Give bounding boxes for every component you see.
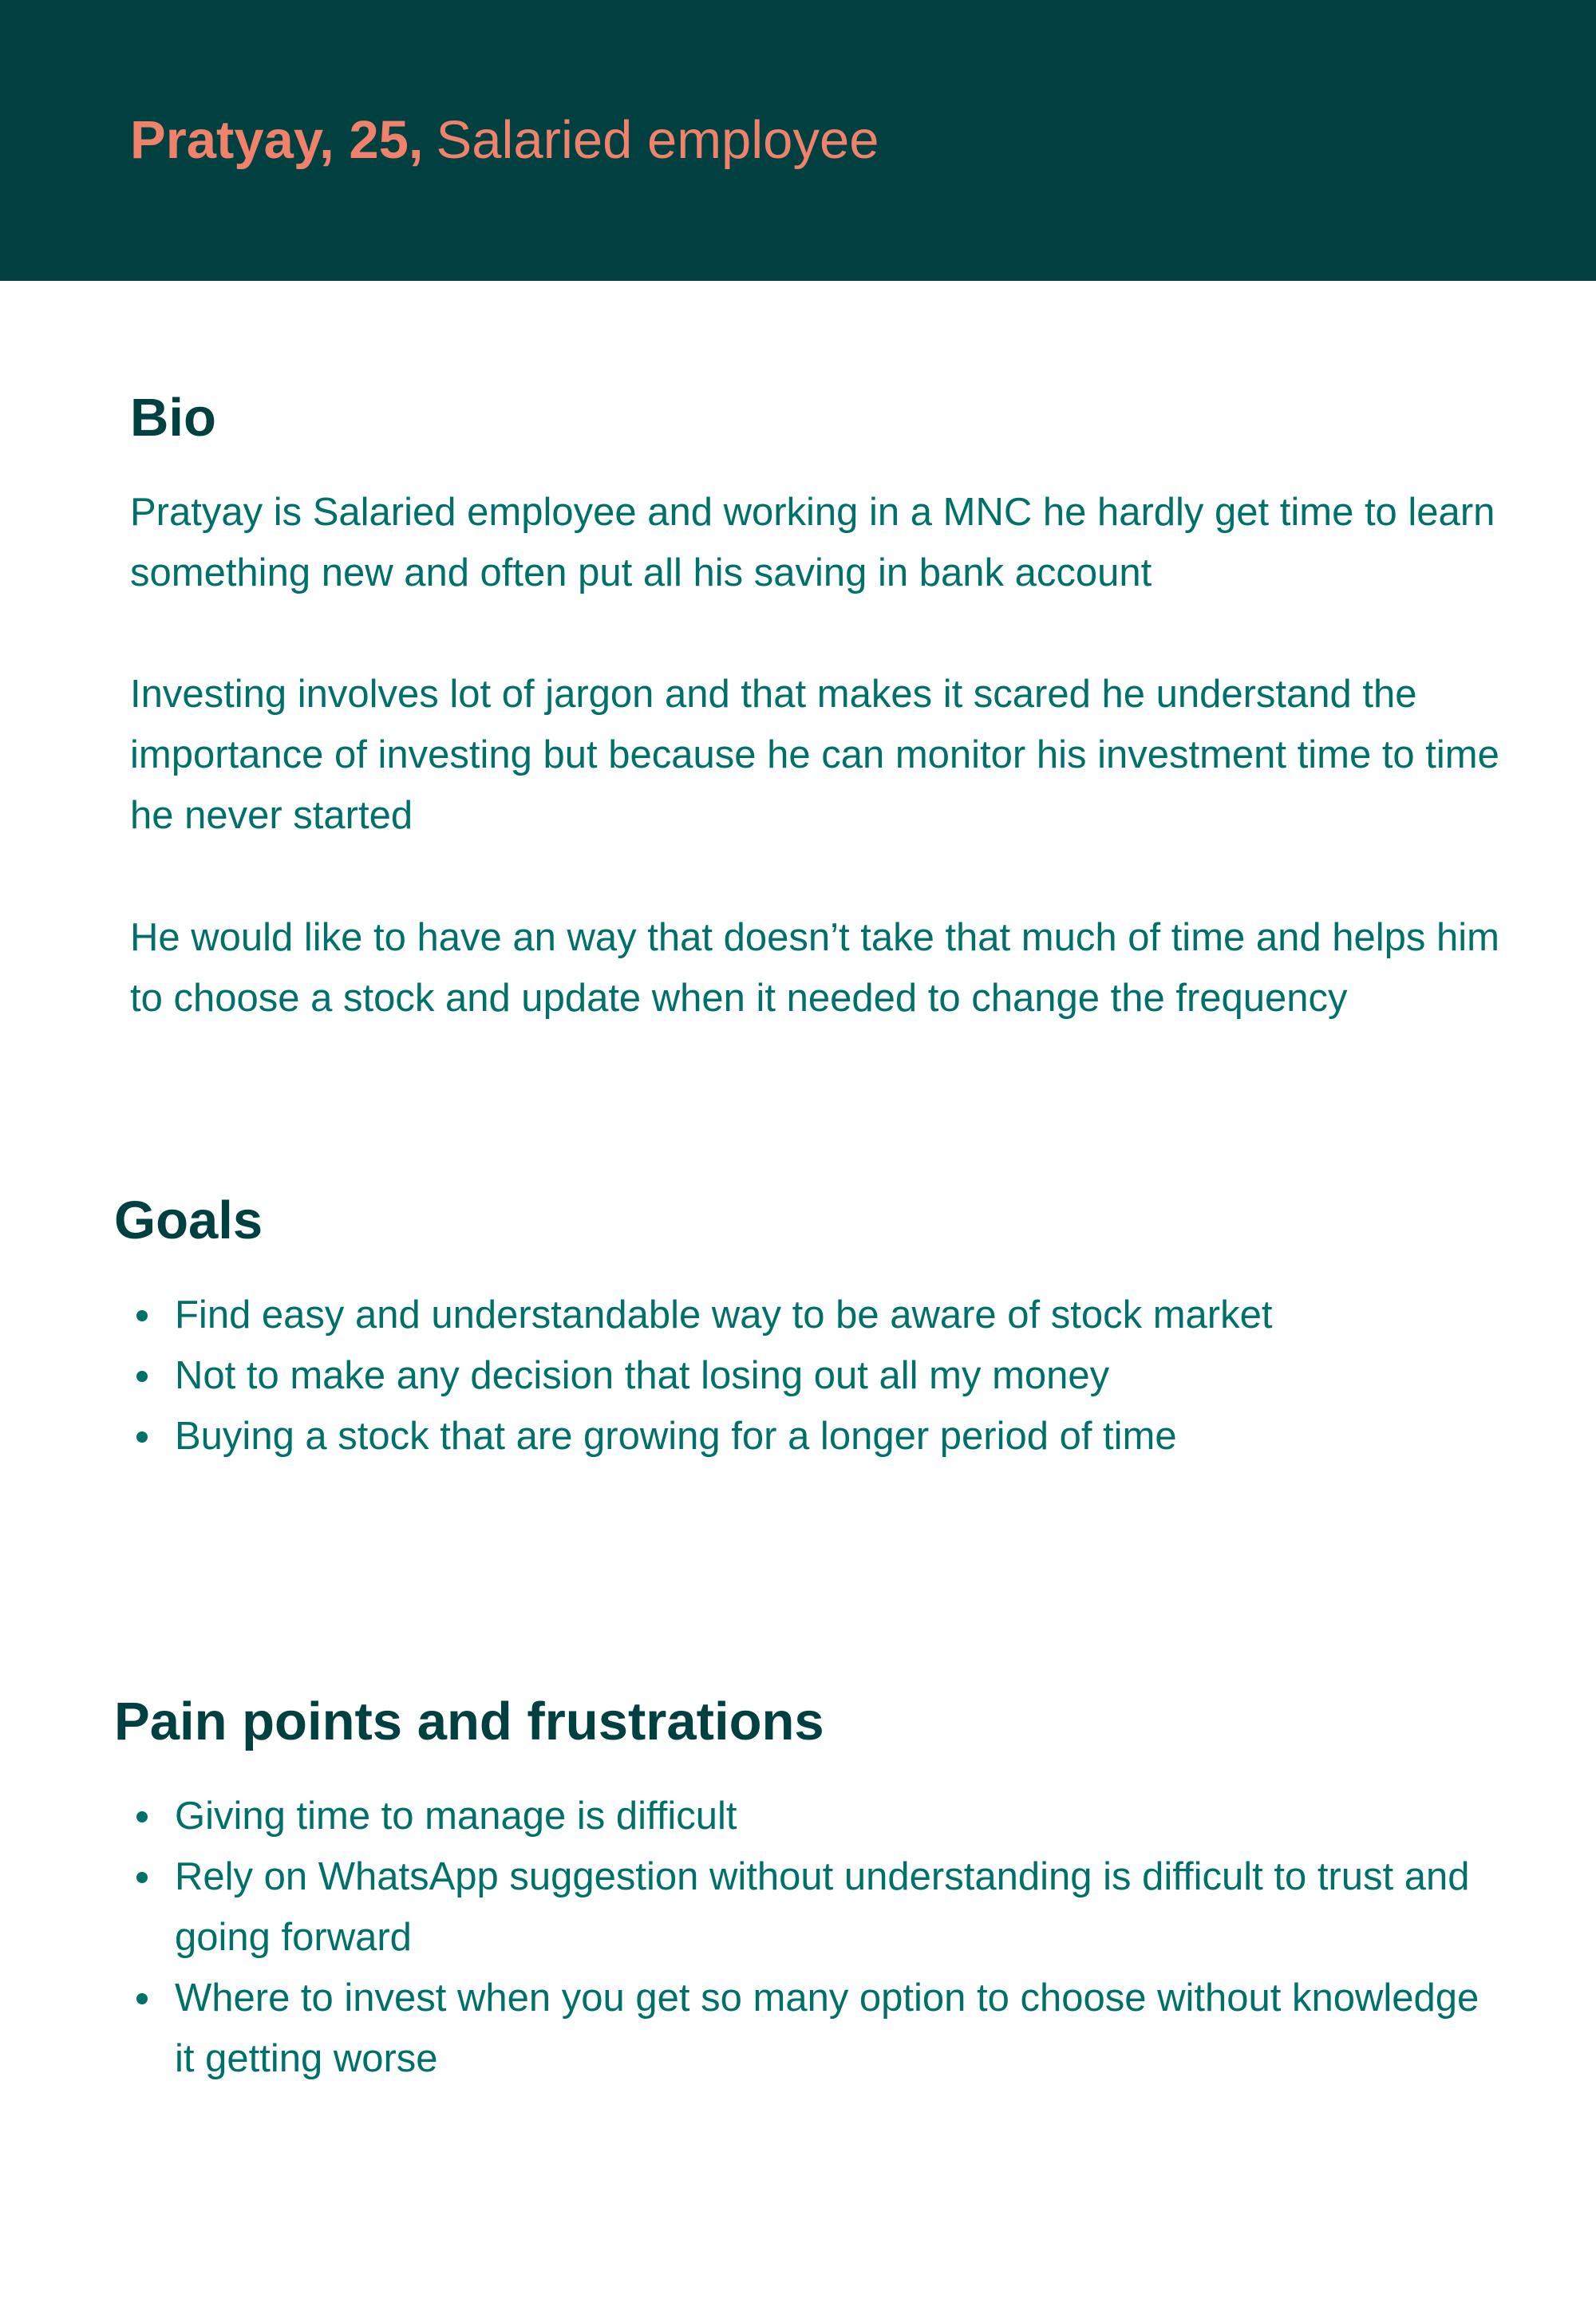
pain-points-list — [130, 1786, 1503, 2089]
bullet-icon — [136, 1993, 148, 2004]
goal-text: Not to make any decision that losing out all my money — [175, 1354, 1110, 1397]
pain-point-item — [130, 1786, 1503, 1846]
bullet-icon — [136, 1811, 148, 1822]
pain-point-item — [130, 1968, 1503, 2089]
goal-text: Find easy and understandable way to be aware of stock market — [175, 1293, 1273, 1337]
persona-title — [130, 109, 879, 172]
persona-role: Salaried employee — [436, 110, 879, 170]
bullet-icon — [136, 1431, 148, 1443]
goal-text: Buying a stock that are growing for a longer period of time — [175, 1415, 1177, 1458]
goal-item — [130, 1285, 1503, 1345]
goals-heading: Goals — [114, 1191, 263, 1250]
goal-item — [130, 1406, 1503, 1467]
bio-paragraph-2: Investing involves lot of jargon and that makes it scared he understand the importance of investing but because he can monitor his investment time to time he never started — [130, 673, 1499, 837]
pain-points-heading: Pain points and frustrations — [114, 1692, 824, 1751]
pain-point-text: Giving time to manage is difficult — [175, 1795, 737, 1838]
bullet-icon — [136, 1371, 148, 1382]
pain-point-text: Rely on WhatsApp suggestion without understanding is difficult to trust and going forward — [175, 1855, 1470, 1959]
goals-list — [130, 1285, 1503, 1467]
bio-heading: Bio — [130, 388, 216, 448]
pain-point-item — [130, 1846, 1503, 1968]
bio-paragraph-1: Pratyay is Salaried employee and working in a MNC he hardly get time to learn something new and often put all his saving in bank account — [130, 491, 1495, 594]
persona-name: Pratyay, 25, — [130, 110, 424, 170]
bullet-icon — [136, 1310, 148, 1321]
bullet-icon — [136, 1872, 148, 1883]
persona-header — [0, 0, 1596, 281]
pain-point-text: Where to invest when you get so many option to choose without knowledge it getting worse — [175, 1976, 1479, 2080]
goal-item — [130, 1345, 1503, 1406]
bio-paragraph-3: He would like to have an way that doesn’t take that much of time and helps him to choose a stock and update when it needed to change the frequency — [130, 916, 1499, 1020]
